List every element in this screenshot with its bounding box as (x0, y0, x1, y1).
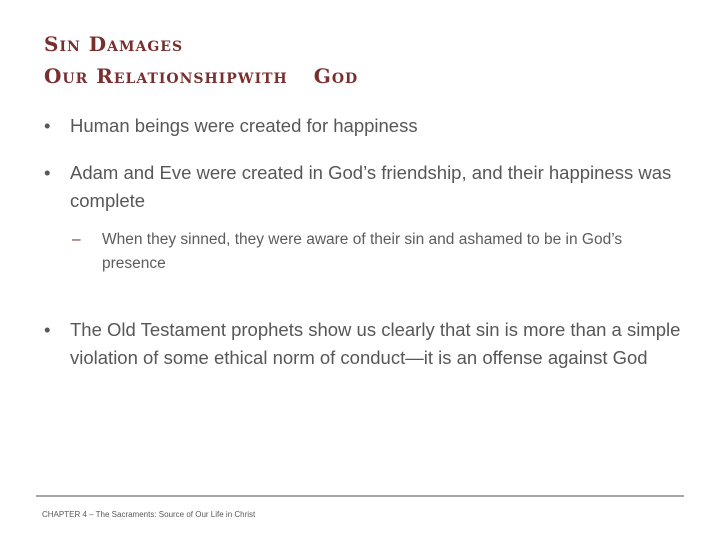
bullet-text: The Old Testament prophets show us clearly that sin is more than a simple violation of some ethical norm of conduct—it is an offense against God (70, 318, 681, 368)
sub-bullet-text: When they sinned, they were aware of their sin and ashamed to be in God’s presence (102, 230, 623, 272)
bullet-marker: • (44, 115, 51, 136)
bullet-text: Adam and Eve were created in God’s friendship, and their happiness was complete (70, 161, 672, 211)
slide-body (44, 112, 684, 373)
bullet-item (44, 112, 684, 141)
bullet-item (44, 159, 684, 216)
title-line-1: Sin Damages (44, 32, 184, 56)
title-word-god: God (313, 64, 359, 88)
sub-bullet-marker: – (72, 230, 81, 248)
title-line-2 (44, 60, 358, 92)
bullet-marker: • (44, 161, 51, 183)
slide-title (44, 28, 358, 92)
footer-divider (36, 495, 684, 497)
title-word-relationship: Our Relationship (44, 64, 238, 88)
bullet-marker: • (44, 318, 51, 340)
title-word-with: with (237, 64, 288, 88)
footer-chapter-label: CHAPTER 4 – The Sacraments: Source of Our Life in Christ (42, 510, 256, 519)
sub-bullet-item (72, 228, 684, 276)
bullet-text: Human beings were created for happiness (70, 115, 418, 136)
bullet-item (44, 316, 684, 373)
